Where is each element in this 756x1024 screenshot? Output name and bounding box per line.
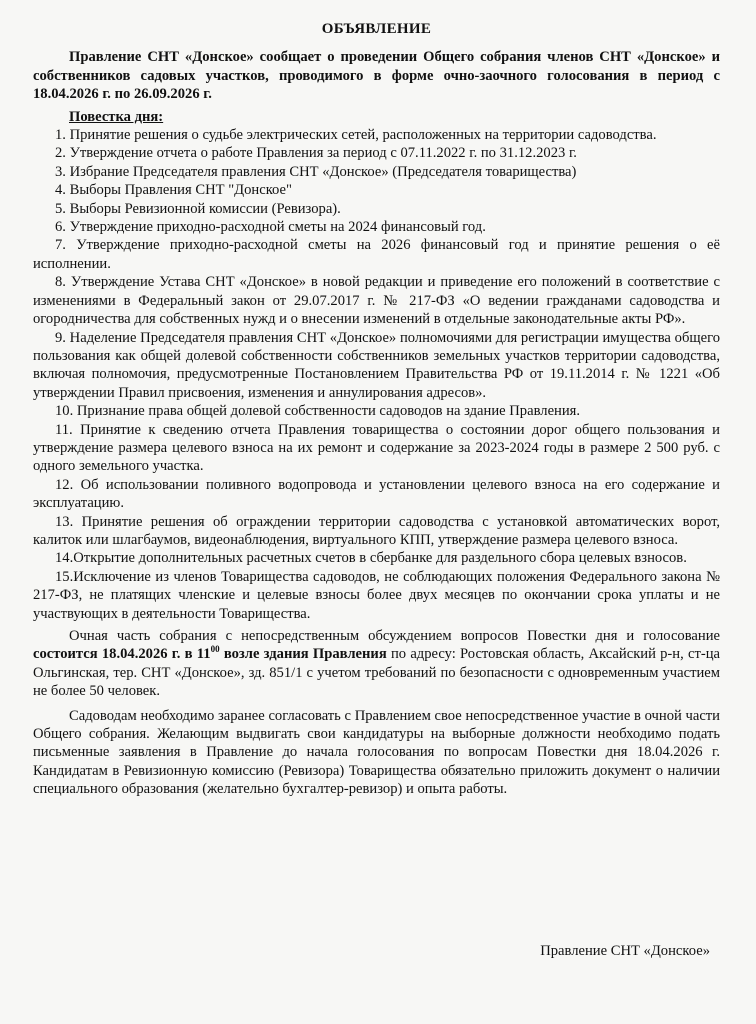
- agenda-heading: Повестка дня:: [69, 108, 164, 125]
- meeting-location: возле здания Правления: [219, 646, 387, 663]
- lead-paragraph: Правление СНТ «Донское» сообщает о проведении Общего собрания членов СНТ «Донское» и собственников садовых участков, проводимого в форме очно-заочного голосования в период с 18.04.2026 г. по 26.09.2026 г.: [33, 49, 720, 103]
- meeting-text-start: Очная часть собрания с непосредственным обсуждением вопросов Повестки дня и голосование: [69, 628, 720, 644]
- agenda-item: 2. Утверждение отчета о работе Правления за период с 07.11.2022 г. по 31.12.2023 г.: [55, 145, 577, 162]
- agenda-item: 13. Принятие решения об ограждении территории садоводства с установкой автоматических ворот, калиток или шлагбаумов, видеонаблюдения, виртуального КПП, утверждение размера целевого взноса.: [33, 513, 720, 548]
- document-title: ОБЪЯВЛЕНИЕ: [321, 21, 432, 37]
- agenda-item: 11. Принятие к сведению отчета Правления товарищества о состоянии дорог общего пользования и утверждение размера целевого взноса на их ремонт и содержание за 2023-2024 годы в размере 2 500 руб. с одного земельного участка.: [33, 421, 720, 475]
- agenda-list: [33, 126, 720, 623]
- meeting-date-time: состоится 18.04.2026 г. в 11: [33, 646, 211, 663]
- agenda-item: 6. Утверждение приходно-расходной сметы на 2024 финансовый год.: [55, 219, 486, 236]
- agenda-item: 14.Открытие дополнительных расчетных счетов в сбербанке для раздельного сбора целевых взносов.: [55, 550, 687, 567]
- meeting-paragraph: [33, 627, 720, 701]
- notice-paragraph: Садоводам необходимо заранее согласовать с Правлением свое непосредственное участие в очной части Общего собрания. Желающим выдвигать свои кандидатуры на выборные должности необходимо подать письменные заявления в Правление до начала голосования по вопросам Повестки дня 18.04.2026 г. Кандидатам в Ревизионную комиссию (Ревизора) Товарищества обязательно приложить документ о наличии специального образования (желательно бухгалтер-ревизор) и опыта работы.: [33, 707, 720, 798]
- agenda-item: 8. Утверждение Устава СНТ «Донское» в новой редакции и приведение его положений в соответствие с изменениями в Федеральный закон от 29.07.2017 г. № 217-ФЗ «О ведении гражданами садоводства и огородничества для собственных нужд и о внесении изменений в отдельные законодательные акты РФ».: [33, 274, 720, 328]
- agenda-item: 10. Признание права общей долевой собственности садоводов на здание Правления.: [55, 403, 581, 420]
- agenda-item: 15.Исключение из членов Товарищества садоводов, не соблюдающих положения Федерального закона № 217-ФЗ, не платящих членские и целевые взносы более двух месяцев по окончании срока уплаты и не участвующих в деятельности Товарищества.: [33, 568, 720, 622]
- agenda-item: 9. Наделение Председателя правления СНТ «Донское» полномочиями для регистрации имущества общего пользования как общей долевой собственности собственников земельных участков территории садоводства, включая полномочия, предусмотренные Постановлением Правительства РФ от 19.11.2014 г. № 1221 «Об утверждении Правил присвоения, изменения и аннулирования адресов».: [33, 329, 720, 401]
- meeting-text-end: по адресу: Ростовская область, Аксайский р-н, ст-ца Ольгинская, тер. СНТ «Донское», зд. 851/1 с учетом требований по безопасности с одновременным участием не более 50 человек.: [33, 646, 720, 700]
- agenda-item: 1. Принятие решения о судьбе электрических сетей, расположенных на территории садоводства.: [55, 127, 657, 144]
- agenda-item: 7. Утверждение приходно-расходной сметы на 2026 финансовый год и принятие решения о её исполнении.: [33, 237, 720, 272]
- meeting-time-minutes: 00: [210, 644, 220, 655]
- signature: Правление СНТ «Донское»: [540, 943, 710, 959]
- agenda-item: 4. Выборы Правления СНТ "Донское": [55, 182, 292, 199]
- agenda-item: 12. Об использовании поливного водопровода и установлении целевого взноса на его содержание и эксплуатацию.: [33, 476, 720, 512]
- agenda-item: 5. Выборы Ревизионной комиссии (Ревизора).: [55, 200, 341, 217]
- agenda-item: 3. Избрание Председателя правления СНТ «Донское» (Председателя товарищества): [55, 163, 577, 180]
